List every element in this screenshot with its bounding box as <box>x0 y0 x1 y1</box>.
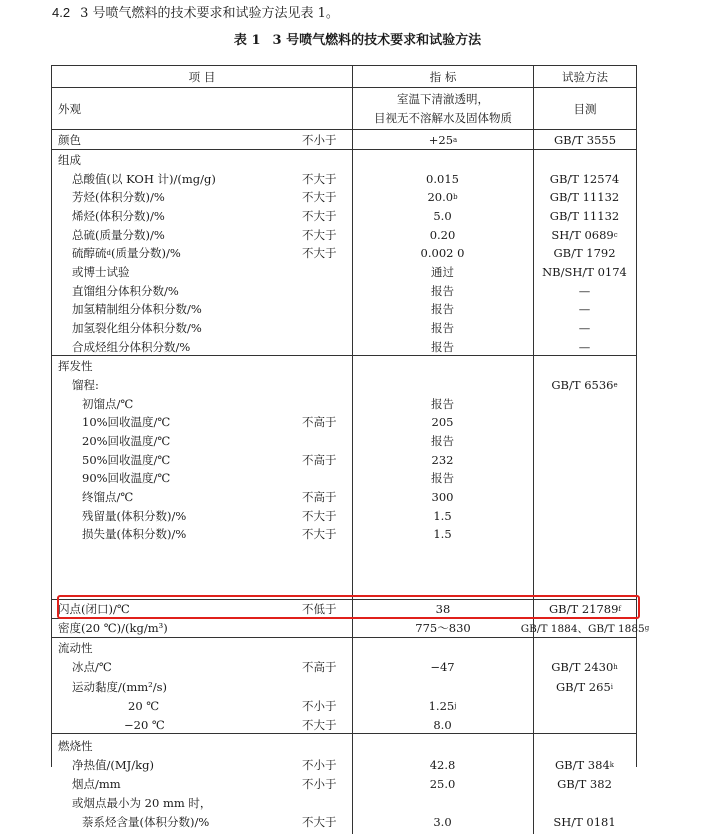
composition-indicator <box>352 263 533 282</box>
distillation-sub-indicator: 1.5 <box>433 527 452 542</box>
naphthalene-item: 萘系烃含量(体积分数)/% <box>82 814 210 829</box>
heat-method: GB/T 384 k <box>554 757 615 772</box>
distillation-sub-row <box>52 413 636 432</box>
distillation-sub-row <box>52 525 636 544</box>
composition-limit <box>302 263 352 282</box>
distillation-sub-indicator: 205 <box>431 415 454 430</box>
viscosity-20-limit: 不小于 <box>302 698 337 713</box>
density-method-text: GB/T 1884、GB/T 1885 <box>520 622 645 635</box>
distillation-sub-item: 损失量(体积分数)/% <box>82 527 187 542</box>
distillation-sub-indicator: 报告 <box>431 471 454 486</box>
appearance-indicator-line1: 室温下清澈透明， <box>397 91 489 106</box>
combustion-block <box>52 734 636 834</box>
distillation-row <box>52 375 636 394</box>
freeze-item: 冰点/℃ <box>72 660 112 674</box>
viscosity-m20-limit: 不大于 <box>302 717 337 732</box>
distillation-sub-limit <box>302 431 352 450</box>
composition-method-text: — <box>578 283 591 298</box>
composition-item: 或博士试验 <box>72 265 130 279</box>
viscosity-m20-item: −20 ℃ <box>124 717 165 732</box>
composition-indicator-value: 0.002 0 <box>420 246 465 261</box>
color-item: 颜色 <box>58 132 81 147</box>
distillation-sub-row <box>52 431 636 450</box>
viscosity-method-text: GB/T 265 <box>555 679 611 694</box>
composition-limit <box>302 319 352 338</box>
section-text: 3 号喷气燃料的技术要求和试验方法见表 1。 <box>80 6 339 21</box>
freeze-point-highlight-box <box>57 595 640 619</box>
composition-row <box>52 188 636 207</box>
distillation-item: 馏程: <box>72 377 99 392</box>
flash-limit: 不低于 <box>302 602 337 616</box>
distillation-sub-limit: 不大于 <box>302 527 337 542</box>
distillation-sub-item: 10%回收温度/℃ <box>82 415 171 430</box>
composition-method-text: GB/T 1792 <box>553 246 616 261</box>
viscosity-m20-row <box>52 715 636 734</box>
composition-indicator-value: 报告 <box>431 283 454 298</box>
table-label: 表 1 <box>233 33 261 48</box>
density-method: GB/T 1884、GB/T 1885 g <box>533 619 636 637</box>
volatility-title-row <box>52 356 636 375</box>
naphthalene-method: SH/T 0181 <box>553 814 616 829</box>
composition-item: 加氢裂化组分体积分数/% <box>72 321 202 336</box>
freeze-method-text: GB/T 2430 <box>551 660 614 674</box>
composition-method <box>533 319 636 338</box>
composition-method <box>533 281 636 300</box>
composition-limit: 不大于 <box>302 171 337 186</box>
composition-item: 总硫(质量分数)/% <box>72 227 165 242</box>
composition-item: 合成烃组分体积分数/% <box>72 339 191 354</box>
row-appearance <box>52 88 636 130</box>
appearance-item: 外观 <box>58 101 81 116</box>
smoke-indicator: 25.0 <box>429 776 456 791</box>
composition-method-text: NB/SH/T 0174 <box>542 265 627 279</box>
table-header <box>52 66 636 88</box>
distillation-sub-item: 残留量(体积分数)/% <box>82 508 187 523</box>
composition-limit: 不大于 <box>302 190 337 205</box>
appearance-method: 目测 <box>533 88 636 129</box>
distillation-sub-limit <box>302 469 352 488</box>
composition-row <box>52 244 636 263</box>
distillation-sub-limit: 不高于 <box>302 490 337 504</box>
distillation-sub-limit <box>302 394 352 413</box>
composition-item: 硫醇硫 d (质量分数)/% <box>72 246 181 261</box>
flash-indicator: 38 <box>352 600 533 618</box>
composition-indicator <box>352 244 533 263</box>
volatility-title: 挥发性 <box>58 358 93 373</box>
flash-item: 闪点(闭口)/℃ <box>58 602 130 616</box>
composition-indicator-value: 0.015 <box>426 171 459 186</box>
composition-indicator <box>352 206 533 225</box>
composition-method <box>533 206 636 225</box>
composition-method-text: — <box>578 302 591 317</box>
row-color <box>52 130 636 150</box>
composition-indicator-value: 通过 <box>431 265 454 279</box>
combustion-title-row <box>52 736 636 755</box>
composition-limit: 不大于 <box>302 208 337 223</box>
appearance-indicator-line2: 目视无不溶解水及固体物质 <box>374 110 512 125</box>
heat-row <box>52 755 636 774</box>
viscosity-20-row <box>52 696 636 715</box>
smoke-method: GB/T 382 <box>557 776 612 791</box>
composition-indicator-value: 5.0 <box>433 208 452 223</box>
composition-item: 芳烃(体积分数)/% <box>72 190 165 205</box>
distillation-sub-item: 50%回收温度/℃ <box>82 452 171 467</box>
composition-indicator: 20.0 b <box>427 190 458 205</box>
composition-row <box>52 206 636 225</box>
composition-method <box>533 300 636 319</box>
table-title: 3 号喷气燃料的技术要求和试验方法 <box>272 33 482 48</box>
density-item: 密度(20 ℃)/(kg/m³) <box>58 621 168 635</box>
composition-indicator <box>352 300 533 319</box>
spec-table <box>51 65 650 829</box>
composition-item: 加氢精制组分体积分数/% <box>72 302 202 317</box>
composition-method <box>533 263 636 282</box>
distillation-sub-row <box>52 469 636 488</box>
distillation-sub-item: 90%回收温度/℃ <box>82 471 171 486</box>
distillation-method-text: GB/T 6536 <box>551 377 614 392</box>
composition-indicator <box>352 319 533 338</box>
heat-method-text: GB/T 384 <box>554 757 610 772</box>
composition-limit: 不大于 <box>302 227 337 242</box>
composition-limit <box>302 300 352 319</box>
composition-item: 直馏组分体积分数/% <box>72 283 179 298</box>
combustion-title: 燃烧性 <box>58 738 93 753</box>
viscosity-row <box>52 677 636 696</box>
composition-row <box>52 263 636 282</box>
composition-indicator <box>352 281 533 300</box>
composition-row <box>52 281 636 300</box>
composition-limit: 不大于 <box>302 246 337 261</box>
freeze-method: GB/T 2430 h <box>551 660 618 674</box>
composition-indicator <box>352 169 533 188</box>
composition-method-text: SH/T 0689 <box>551 227 614 242</box>
fluidity-title: 流动性 <box>58 640 93 655</box>
composition-row <box>52 225 636 244</box>
composition-indicator-value: 报告 <box>431 302 454 317</box>
composition-method: SH/T 0689 c <box>551 227 618 242</box>
composition-indicator-value: 报告 <box>431 321 454 336</box>
composition-row <box>52 300 636 319</box>
header-item: 项 目 <box>188 69 216 84</box>
section-number: 4.2 <box>52 5 71 20</box>
viscosity-m20-indicator: 8.0 <box>433 717 452 732</box>
color-indicator-value: +25 <box>428 132 454 147</box>
freeze-row <box>52 657 636 677</box>
composition-method-text: — <box>578 321 591 336</box>
distillation-sub-indicator: 报告 <box>431 396 454 411</box>
distillation-sub-row <box>52 506 636 525</box>
composition-indicator-value: 报告 <box>431 339 454 354</box>
color-method: GB/T 3555 <box>533 130 636 149</box>
viscosity-20-value: 1.25 <box>428 698 455 713</box>
composition-method-text: GB/T 11132 <box>549 208 620 223</box>
composition-method <box>533 169 636 188</box>
smoke-item: 烟点/mm <box>72 776 121 791</box>
density-indicator: 775～830 <box>352 619 533 637</box>
composition-limit <box>302 281 352 300</box>
color-limit: 不小于 <box>302 132 337 147</box>
freeze-indicator: −47 <box>430 660 455 674</box>
distillation-sub-row <box>52 394 636 413</box>
distillation-sub-row <box>52 450 636 469</box>
composition-item-text: 硫醇硫 <box>72 246 107 261</box>
volatility-block <box>52 356 636 600</box>
composition-item: 总酸值(以 KOH 计)/(mg/g) <box>72 171 216 186</box>
composition-block <box>52 150 636 356</box>
viscosity-method: GB/T 265 i <box>555 679 614 694</box>
freeze-limit: 不高于 <box>302 660 337 674</box>
smoke-row <box>52 774 636 793</box>
composition-method-text: — <box>578 339 591 354</box>
composition-item: 烯烃(体积分数)/% <box>72 208 165 223</box>
composition-method-text: GB/T 11132 <box>549 190 620 205</box>
distillation-sub-item: 初馏点/℃ <box>82 396 134 411</box>
color-indicator: +25 a <box>352 130 533 149</box>
distillation-method: GB/T 6536 e <box>551 377 618 392</box>
composition-row <box>52 337 636 356</box>
viscosity-item: 运动黏度/(mm²/s) <box>72 679 168 694</box>
distillation-sub-indicator: 报告 <box>431 433 454 448</box>
composition-title-row <box>52 150 636 169</box>
composition-method <box>533 337 636 356</box>
naphthalene-limit: 不大于 <box>302 814 337 829</box>
flash-method: GB/T 21789 f <box>533 600 636 618</box>
table-caption <box>0 29 715 48</box>
heat-indicator: 42.8 <box>429 757 456 772</box>
composition-row <box>52 169 636 188</box>
distillation-sub-row <box>52 488 636 507</box>
distillation-sub-indicator: 232 <box>431 452 454 467</box>
distillation-sub-limit: 不高于 <box>302 452 337 467</box>
composition-indicator-value: 0.20 <box>429 227 456 242</box>
row-density <box>52 619 650 638</box>
composition-method-text: GB/T 12574 <box>549 171 620 186</box>
distillation-sub-limit: 不大于 <box>302 508 337 523</box>
naphthalene-row <box>52 812 636 831</box>
distillation-sub-item: 20%回收温度/℃ <box>82 433 171 448</box>
composition-limit <box>302 337 352 356</box>
heat-item: 净热值/(MJ/kg) <box>72 757 154 772</box>
smoke-alt-item: 或烟点最小为 20 mm 时， <box>72 795 212 810</box>
composition-method <box>533 188 636 207</box>
distillation-sub-item: 终馏点/℃ <box>82 490 134 504</box>
appearance-indicator <box>352 88 533 129</box>
heat-limit: 不小于 <box>302 757 337 772</box>
fluidity-block <box>52 638 636 734</box>
composition-method <box>533 244 636 263</box>
composition-item-text2: (质量分数)/% <box>110 246 181 261</box>
smoke-alt-row <box>52 793 636 812</box>
composition-indicator <box>352 337 533 356</box>
header-method: 试验方法 <box>533 66 636 87</box>
header-indicator: 指 标 <box>352 66 533 87</box>
viscosity-20-indicator: 1.25 j <box>428 698 457 713</box>
composition-indicator <box>352 225 533 244</box>
naphthalene-indicator: 3.0 <box>433 814 452 829</box>
distillation-sub-indicator: 300 <box>431 490 454 504</box>
composition-title: 组成 <box>58 152 81 167</box>
viscosity-20-item: 20 ℃ <box>128 698 160 713</box>
smoke-limit: 不小于 <box>302 776 337 791</box>
distillation-sub-indicator: 1.5 <box>433 508 452 523</box>
composition-indicator-value: 20.0 <box>427 190 454 205</box>
composition-row <box>52 319 636 338</box>
fluidity-title-row <box>52 638 636 657</box>
distillation-sub-limit: 不高于 <box>302 415 337 430</box>
flash-method-text: GB/T 21789 <box>548 602 619 616</box>
section-intro <box>52 2 339 21</box>
